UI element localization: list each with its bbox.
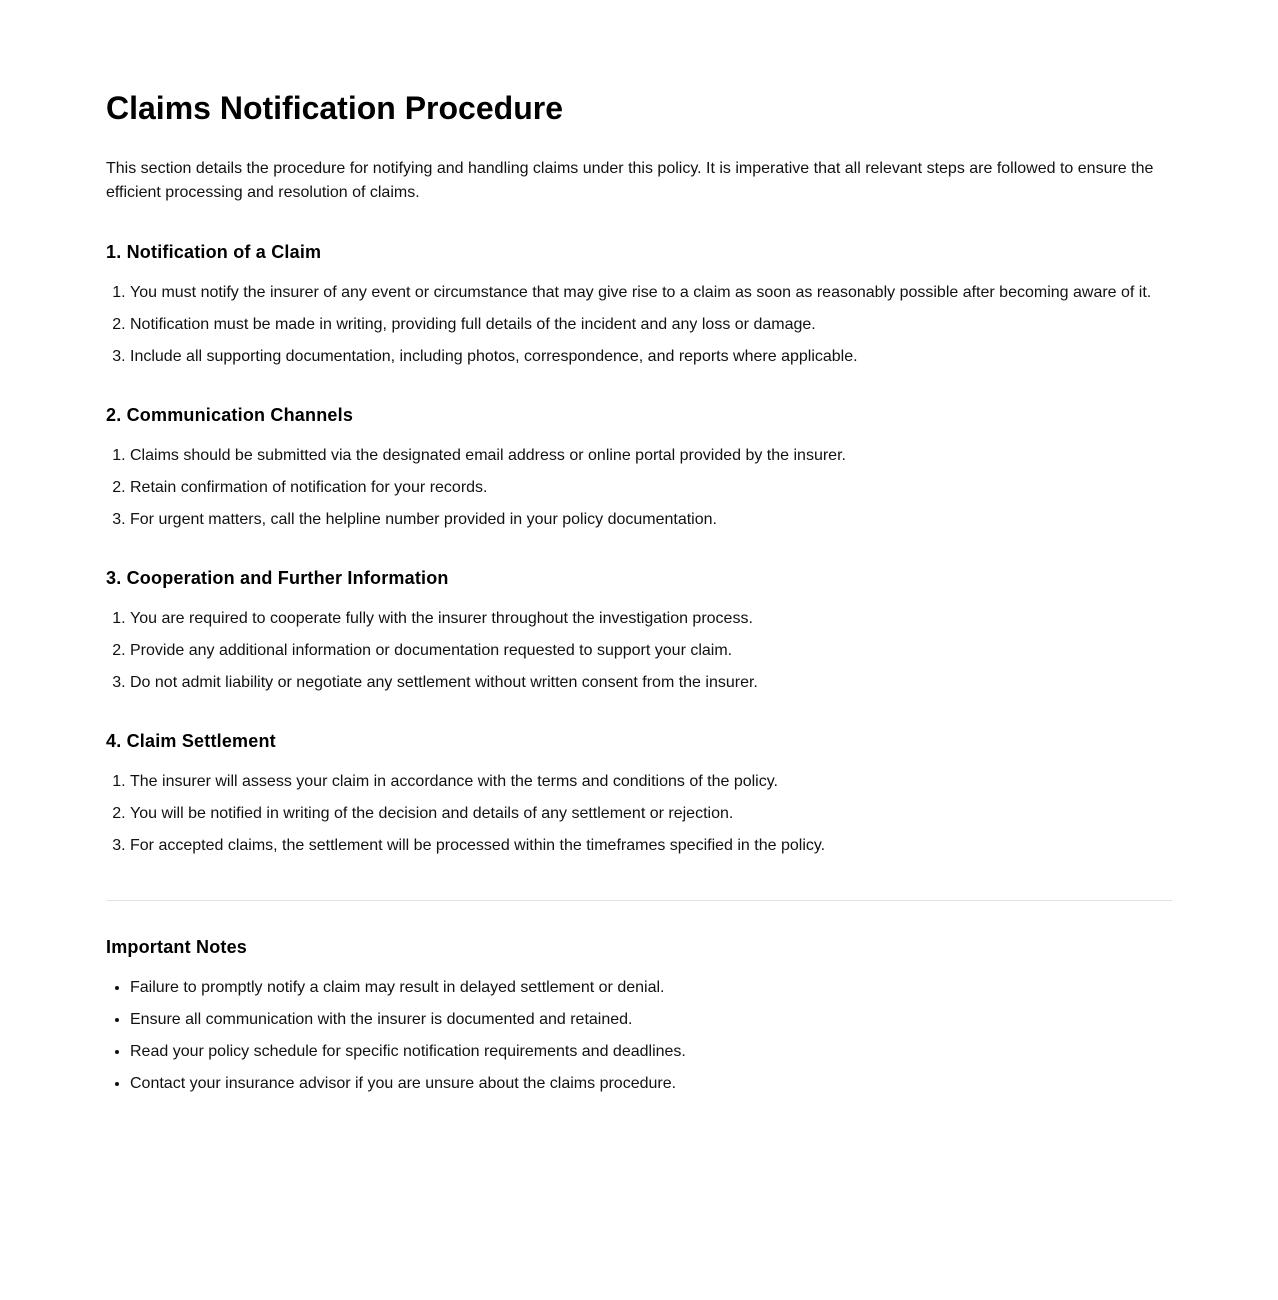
list-item: 1. The insurer will assess your claim in accordance with the terms and conditions of the policy. [130,771,1172,793]
list-item: 3. Include all supporting documentation, including photos, correspondence, and reports where applicable. [130,346,1172,368]
list-item: • Contact your insurance advisor if you are unsure about the claims procedure. [130,1073,1172,1095]
important-notes-section [106,936,1172,1095]
list-item: 1. Claims should be submitted via the designated email address or online portal provided by the insurer. [130,445,1172,467]
list-item: 2. Notification must be made in writing, providing full details of the incident and any loss or damage. [130,314,1172,336]
list-item: 2. Retain confirmation of notification for your records. [130,477,1172,499]
list-item: 3. For urgent matters, call the helpline number provided in your policy documentation. [130,509,1172,531]
numbered-list [106,282,1172,368]
section-heading: 3. Cooperation and Further Information [106,568,449,588]
list-item: 3. Do not admit liability or negotiate any settlement without written consent from the insurer. [130,672,1172,694]
section-notification-of-claim [106,241,1172,368]
page-title: Claims Notification Procedure [106,90,563,126]
list-item: • Failure to promptly notify a claim may result in delayed settlement or denial. [130,977,1172,999]
intro-paragraph: This section details the procedure for notifying and handling claims under this policy. It is imperative that all relevant steps are followed to ensure the efficient processing and resolution of claims. [106,160,1154,201]
list-item: • Read your policy schedule for specific notification requirements and deadlines. [130,1041,1172,1063]
list-item: 2. Provide any additional information or documentation requested to support your claim. [130,640,1172,662]
section-heading: 1. Notification of a Claim [106,242,322,262]
section-claim-settlement [106,730,1172,857]
list-item: 2. You will be notified in writing of the decision and details of any settlement or rejection. [130,803,1172,825]
list-item: 1. You must notify the insurer of any event or circumstance that may give rise to a claim as soon as reasonably possible after becoming aware of it. [130,282,1172,304]
notes-heading: Important Notes [106,937,248,957]
section-heading: 2. Communication Channels [106,405,354,425]
numbered-list [106,771,1172,857]
section-cooperation [106,567,1172,694]
numbered-list [106,608,1172,694]
list-item: • Ensure all communication with the insurer is documented and retained. [130,1009,1172,1031]
bullet-list [106,977,1172,1095]
list-item: 1. You are required to cooperate fully with the insurer throughout the investigation process. [130,608,1172,630]
numbered-list [106,445,1172,531]
divider [106,900,1172,901]
section-communication-channels [106,404,1172,531]
section-heading: 4. Claim Settlement [106,731,276,751]
list-item: 3. For accepted claims, the settlement will be processed within the timeframes specified in the policy. [130,835,1172,857]
